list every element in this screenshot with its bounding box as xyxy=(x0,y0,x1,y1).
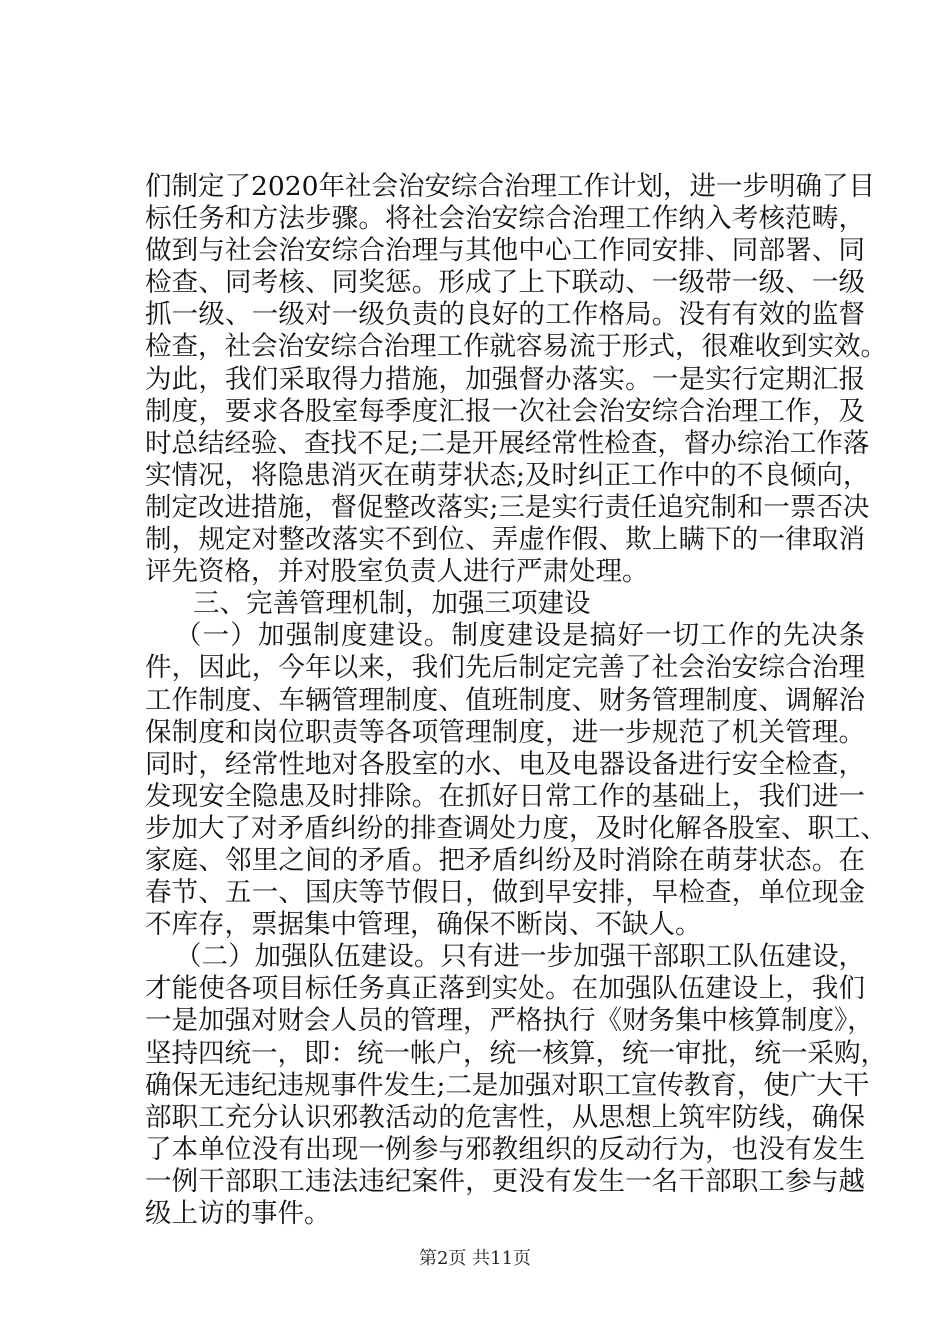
text-line: 才能使各项目标任务真正落到实处。在加强队伍建设上，我们 xyxy=(145,973,865,1005)
text-line: 工作制度、车辆管理制度、值班制度、财务管理制度、调解治 xyxy=(145,684,865,716)
document-body xyxy=(145,171,887,1230)
text-line: 了本单位没有出现一例参与邪教组织的反动行为，也没有发生 xyxy=(145,1133,865,1165)
text-line: 抓一级、一级对一级负责的良好的工作格局。没有有效的监督 xyxy=(145,299,865,331)
text-line: 发现安全隐患及时排除。在抓好日常工作的基础上，我们进一 xyxy=(145,780,865,812)
page-number: 第2页 共11页 xyxy=(418,1248,532,1269)
text-line: 件，因此，今年以来，我们先后制定完善了社会治安综合治理 xyxy=(145,652,865,684)
text-line: 春节、五一、国庆等节假日，做到早安排，早检查，单位现金 xyxy=(145,877,865,909)
text-line: 保制度和岗位职责等各项管理制度，进一步规范了机关管理。 xyxy=(145,716,865,748)
text-line: 制度，要求各股室每季度汇报一次社会治安综合治理工作，及 xyxy=(145,395,865,427)
text-line: 部职工充分认识邪教活动的危害性，从思想上筑牢防线，确保 xyxy=(145,1101,865,1133)
text-line: 确保无违纪违规事件发生;二是加强对职工宣传教育，使广大干 xyxy=(145,1069,870,1101)
text-line: （一）加强制度建设。制度建设是搞好一切工作的先决条 xyxy=(175,620,865,652)
text-line: 们制定了2020年社会治安综合治理工作计划，进一步明确了目 xyxy=(145,171,875,202)
text-line: （二）加强队伍建设。只有进一步加强干部职工队伍建设， xyxy=(175,941,865,973)
text-line: 标任务和方法步骤。将社会治安综合治理工作纳入考核范畴， xyxy=(145,203,865,235)
text-line: 一例干部职工违法违纪案件，更没有发生一名干部职工参与越 xyxy=(145,1165,865,1197)
text-line: 为此，我们采取得力措施，加强督办落实。一是实行定期汇报 xyxy=(145,363,865,395)
text-line: 级上访的事件。 xyxy=(145,1198,331,1229)
text-line: 不库存，票据集中管理，确保不断岗、不缺人。 xyxy=(145,909,702,941)
text-line: 制，规定对整改落实不到位、弄虚作假、欺上瞒下的一律取消 xyxy=(145,524,865,556)
text-line: 评先资格，并对股室负责人进行严肃处理。 xyxy=(145,556,649,588)
text-line: 制定改进措施，督促整改落实;三是实行责任追究制和一票否决 xyxy=(145,491,870,523)
text-line: 坚持四统一，即：统一帐户，统一核算，统一审批，统一采购， xyxy=(145,1037,887,1069)
text-line: 检查、同考核、同奖惩。形成了上下联动、一级带一级、一级 xyxy=(145,267,865,299)
text-line: 家庭、邻里之间的矛盾。把矛盾纠纷及时消除在萌芽状态。在 xyxy=(145,844,865,876)
text-line: 时总结经验、查找不足;二是开展经常性检查，督办综治工作落 xyxy=(145,427,870,459)
text-line: 一是加强对财会人员的管理，严格执行《财务集中核算制度》， xyxy=(145,1005,874,1037)
section-heading: 三、完善管理机制，加强三项建设 xyxy=(193,588,591,620)
text-line: 步加大了对矛盾纠纷的排查调处力度，及时化解各股室、职工、 xyxy=(145,812,887,844)
text-line: 同时，经常性地对各股室的水、电及电器设备进行安全检查， xyxy=(145,748,865,780)
text-line: 做到与社会治安综合治理与其他中心工作同安排、同部署、同 xyxy=(145,235,865,267)
text-line: 实情况，将隐患消灭在萌芽状态;及时纠正工作中的不良倾向， xyxy=(145,459,870,491)
text-line: 检查，社会治安综合治理工作就容易流于形式，很难收到实效。 xyxy=(145,331,887,363)
page-footer xyxy=(0,1244,950,1270)
